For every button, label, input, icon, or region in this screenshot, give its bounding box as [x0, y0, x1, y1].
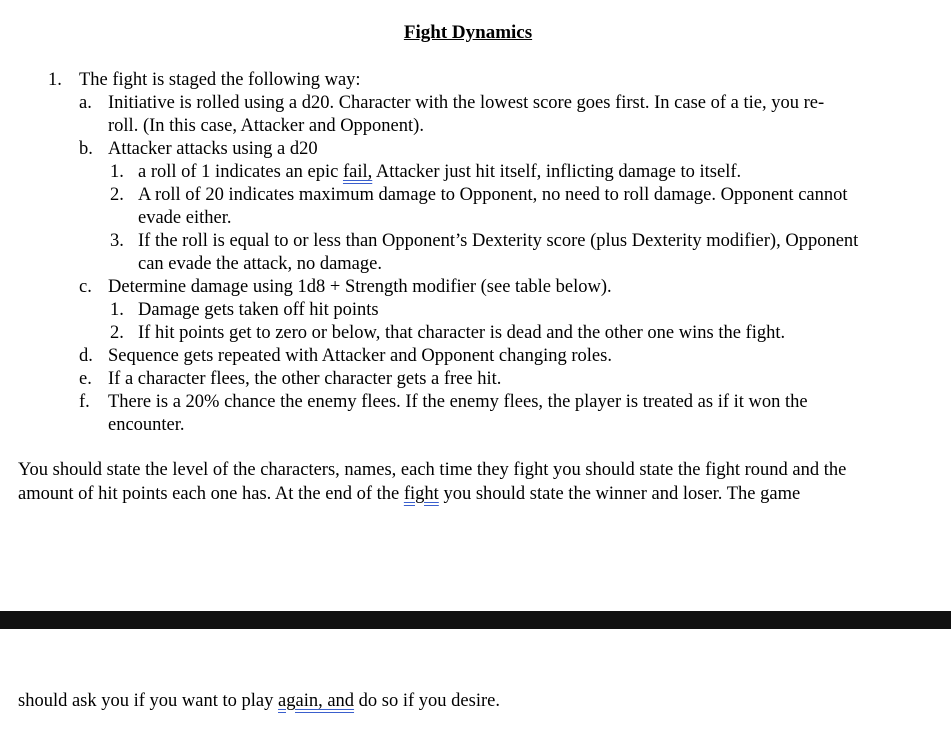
- list-item-b: Attacker attacks using a d20: [108, 139, 318, 159]
- list-item-c: Determine damage using 1d8 + Strength modifier (see table below).: [108, 277, 612, 297]
- text-run: should ask you if you want to play: [18, 691, 279, 711]
- list-item-d: Sequence gets repeated with Attacker and Opponent changing roles.: [108, 346, 612, 366]
- sublist-number-c1: 1.: [110, 300, 124, 320]
- sublist-item-c1: Damage gets taken off hit points: [138, 300, 379, 320]
- page2-line1: [18, 690, 500, 712]
- sublist-item-b3-line1: If the roll is equal to or less than Opponent’s Dexterity score (plus Dexterity modifier), Opponent: [138, 231, 859, 251]
- sublist-number-c2: 2.: [110, 323, 124, 343]
- sublist-number-b1: 1.: [110, 162, 124, 182]
- sublist-item-b2-line1: A roll of 20 indicates maximum damage to Opponent, no need to roll damage. Opponent cannot: [138, 185, 848, 205]
- sublist-number-b2: 2.: [110, 185, 124, 205]
- sublist-number-b3: 3.: [110, 231, 124, 251]
- text-run: Attacker just hit itself, inflicting damage to itself.: [372, 162, 742, 182]
- list-number-1: 1.: [48, 70, 62, 90]
- document-page-2: [0, 629, 951, 732]
- sublist-item-c2: If hit points get to zero or below, that character is dead and the other one wins the fight.: [138, 323, 786, 343]
- sublist-item-b2-line2: evade either.: [138, 208, 232, 228]
- grammar-flag-again-and[interactable]: again, and: [278, 691, 355, 711]
- document-title: Fight Dynamics: [403, 22, 533, 43]
- list-marker-a: a.: [79, 93, 92, 113]
- grammar-flag-fail[interactable]: fail,: [342, 162, 373, 182]
- list-item-1: The fight is staged the following way:: [79, 70, 361, 90]
- paragraph-line1: You should state the level of the characters, names, each time they fight you should state the fight round and the: [18, 460, 847, 480]
- list-marker-f: f.: [79, 392, 90, 412]
- sublist-item-b1: [138, 161, 741, 183]
- list-item-f-line2: encounter.: [108, 415, 185, 435]
- list-item-f-line1: There is a 20% chance the enemy flees. If the enemy flees, the player is treated as if it won the: [108, 392, 808, 412]
- list-marker-e: e.: [79, 369, 92, 389]
- list-item-a-line1: Initiative is rolled using a d20. Character with the lowest score goes first. In case of a tie, you re-: [108, 93, 825, 113]
- list-marker-c: c.: [79, 277, 92, 297]
- text-run: a roll of 1 indicates an epic: [138, 162, 343, 182]
- grammar-flag-fight[interactable]: fight: [403, 484, 439, 504]
- text-run: amount of hit points each one has. At the end of the: [18, 484, 404, 504]
- list-item-a-line2: roll. (In this case, Attacker and Opponent).: [108, 116, 424, 136]
- list-marker-d: d.: [79, 346, 93, 366]
- text-run: do so if you desire.: [354, 691, 500, 711]
- page-break-bar: [0, 611, 951, 629]
- list-marker-b: b.: [79, 139, 93, 159]
- sublist-item-b3-line2: can evade the attack, no damage.: [138, 254, 382, 274]
- list-item-e: If a character flees, the other character gets a free hit.: [108, 369, 502, 389]
- paragraph-line2: [18, 483, 800, 505]
- text-run: you should state the winner and loser. The game: [438, 484, 801, 504]
